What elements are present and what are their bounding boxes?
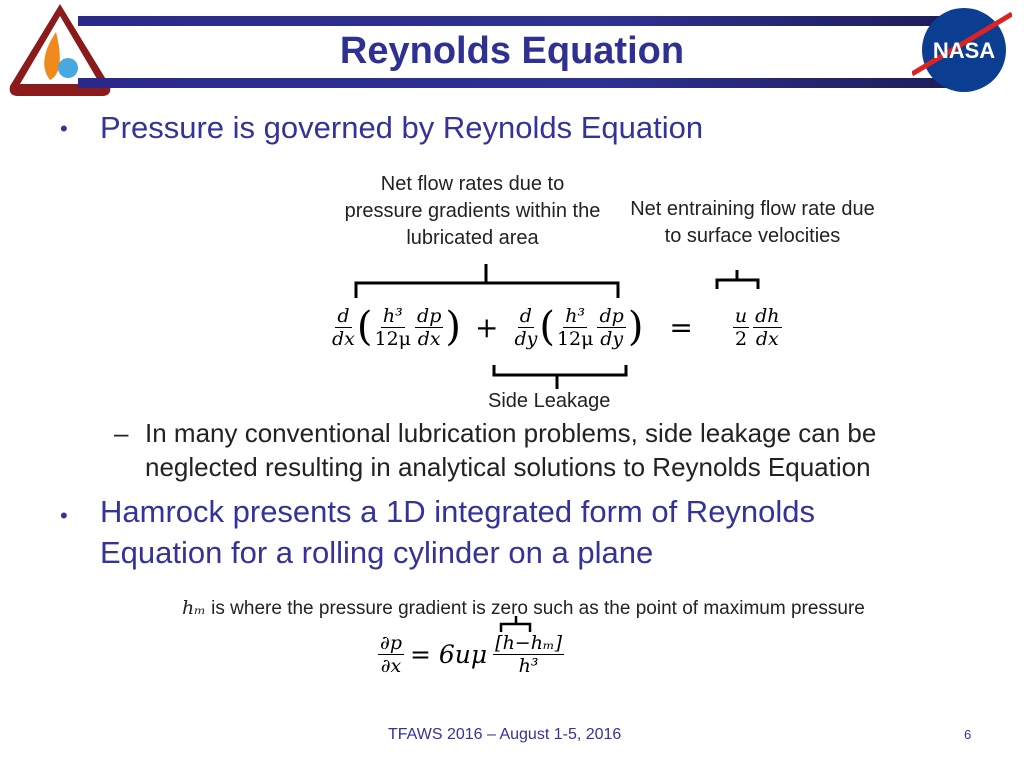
integrated-equation: $\frac{\partial p}{\partial x}$ = 6uμ $\frac{\text{[h−hₘ]}}{\text{h³}}$ xyxy=(380,632,563,677)
svg-text:NASA: NASA xyxy=(932,38,996,63)
bullet-2: • Hamrock presents a 1D integrated form of Reynolds Equation for a rolling cylinder on a plane xyxy=(60,494,816,570)
page-number: 6 xyxy=(964,727,972,742)
annotation-side-leakage: Side Leakage xyxy=(488,390,611,412)
d-dx: $\frac{d}{dx}$ xyxy=(332,304,355,350)
sub-bullet: – In many conventional lubrication problems, side leakage can be neglected resulting in analytical solutions to Reynolds Equation xyxy=(114,418,877,482)
footer-text: TFAWS 2016 – August 1-5, 2016 xyxy=(388,726,622,743)
page-title: Reynolds Equation xyxy=(339,30,685,72)
annotation-pressure-flow: Net flow rates due to pressure gradients within the lubricated area xyxy=(344,173,601,249)
bullet-1: • Pressure is governed by Reynolds Equation xyxy=(60,110,704,145)
bullet-dot: • xyxy=(60,503,68,528)
hm-note: hₘ is where the pressure gradient is zero such as the point of maximum pressure xyxy=(182,597,865,619)
reynolds-equation: $\frac{d}{dx}$ ( $\frac{\text{h³}}{12\mu}$ $\frac{dp}{dx}$ ) + $\frac{d}{dy}$ ( $\frac{\text{h³}}{12\mu}$ $\frac{dp}{dy}$ ) = $\frac{u}{2}$ $\frac{dh}{dx}$ xyxy=(332,304,780,350)
bullet-dot: • xyxy=(60,116,68,141)
annotation-entraining: Net entraining flow rate due to surface velocities xyxy=(630,198,875,247)
